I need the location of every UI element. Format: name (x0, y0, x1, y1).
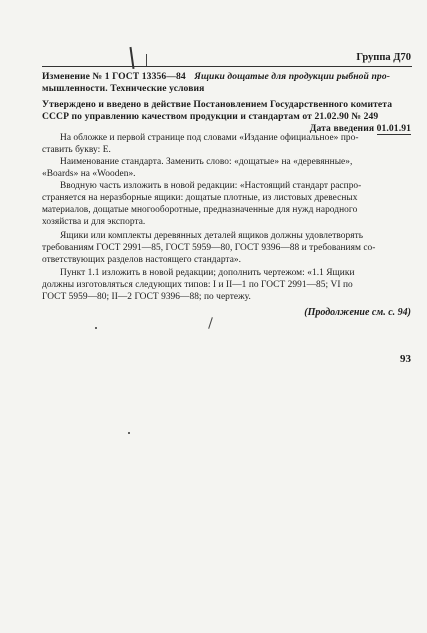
paragraph-line: Ящики или комплекты деревянных деталей ящиков должны удовлетворять (60, 231, 364, 241)
speck (128, 432, 130, 434)
effective-date-value: 01.01.91 (376, 123, 411, 134)
pen-mark (146, 54, 147, 66)
paragraph-line: Вводную часть изложить в новой редакции: «Настоящий стандарт распро- (60, 181, 362, 191)
paragraph-line: должны изготовляться следующих типов: I и II—1 по ГОСТ 2991—85; VI по (42, 280, 353, 290)
approved-line-2: СССР по управлению качеством продукции и стандартам от 21.02.90 № 249 (42, 111, 379, 122)
speck (208, 317, 213, 329)
group-label: Группа Д70 (356, 52, 411, 63)
paragraph-line: материалов, дощатые многооборотные, предназначенные для нужд народного (42, 205, 358, 215)
amendment-number: Изменение № 1 ГОСТ 13356—84 (42, 71, 186, 82)
paragraph-line: Наименование стандарта. Заменить слово: «дощатые» на «деревянные», (60, 157, 353, 167)
paragraph-line: требованиям ГОСТ 2991—85, ГОСТ 5959—80, ГОСТ 9396—88 и требованиям со- (42, 243, 376, 253)
approved-line-1: Утверждено и введено в действие Постановлением Государственного комитета (42, 99, 393, 110)
amendment-title-line-1 (42, 71, 390, 82)
paragraph-line: ответствующих разделов настоящего стандарта». (42, 255, 242, 265)
amendment-subject: Ящики дощатые для продукции рыбной про- (194, 71, 391, 82)
paragraph-line: ГОСТ 5959—80; II—2 ГОСТ 9396—88; по чертежу. (42, 292, 251, 302)
amendment-title-line-2: мышленности. Технические условия (42, 83, 205, 94)
header-rule (42, 66, 412, 67)
speck (95, 327, 97, 329)
paragraph-line: ставить букву: Е. (42, 145, 111, 155)
page-number: 93 (400, 353, 411, 365)
paragraph-line: «Boards» на «Wooden». (42, 169, 136, 179)
effective-date-label: Дата введения (309, 123, 375, 134)
paragraph-line: Пункт 1.1 изложить в новой редакции; дополнить чертежом: «1.1 Ящики (60, 268, 355, 278)
paragraph-line: хозяйства и для экспорта. (42, 217, 146, 227)
paragraph-line: На обложке и первой странице под словами «Издание официальное» про- (60, 133, 359, 143)
paragraph-line: страняется на неразборные ящики: дощатые плотные, из листовых древесных (42, 193, 358, 203)
continuation-note: (Продолжение см. с. 94) (304, 307, 411, 318)
